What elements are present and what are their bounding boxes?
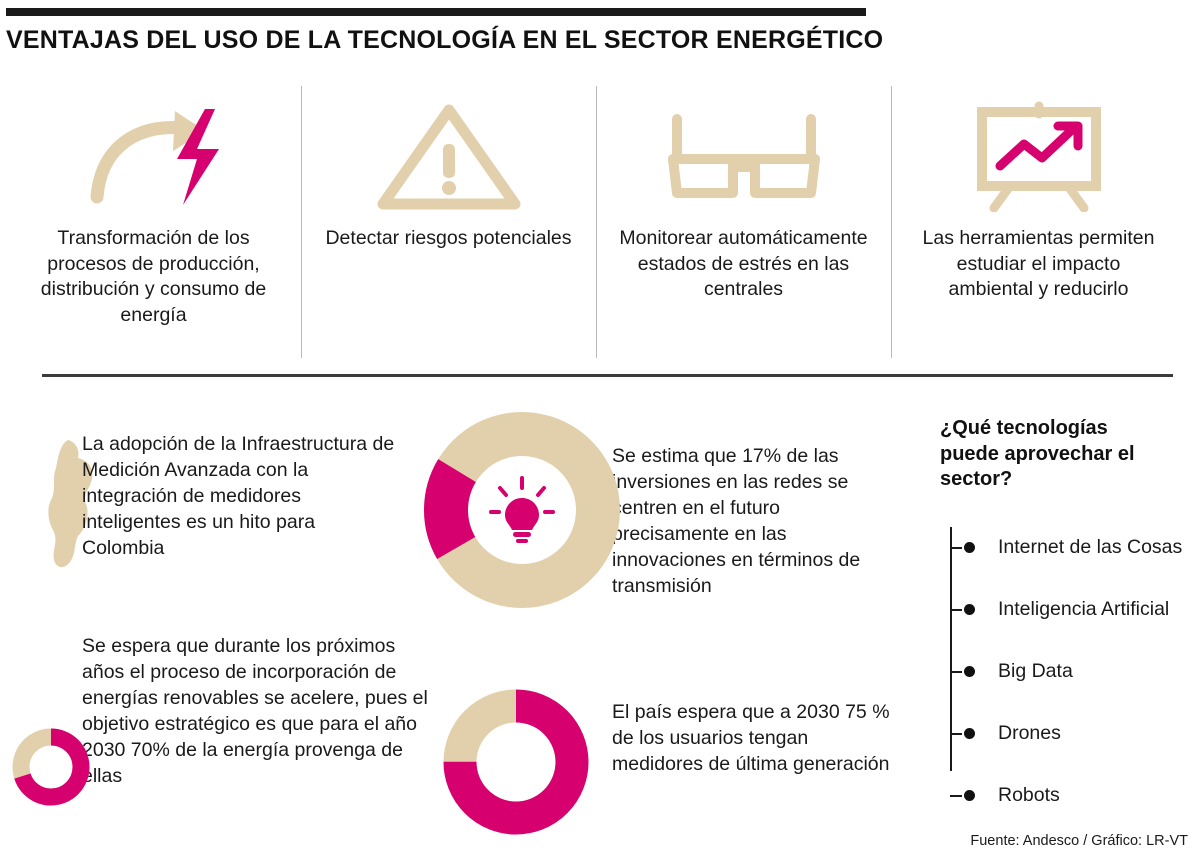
advantage-column-1 — [6, 86, 301, 361]
bullet-dot-icon — [964, 542, 975, 553]
technologies-list — [940, 517, 1190, 827]
list-item[interactable] — [940, 517, 1190, 579]
tick-marker-icon — [950, 671, 962, 673]
text-inversiones: Se estima que 17% de las inversiones en las redes se centren en el futuro precisamente en las innovaciones en términos de transmisión — [612, 445, 861, 597]
bullet-dot-icon — [964, 728, 975, 739]
advantages-row — [6, 86, 1186, 361]
section-divider — [42, 374, 1173, 377]
bottom-section — [0, 386, 1200, 856]
list-item[interactable] — [940, 641, 1190, 703]
donut-renovables-chart — [8, 724, 94, 810]
technologies-panel — [940, 416, 1190, 827]
energy-arrow-bolt-icon — [79, 86, 229, 226]
list-item[interactable] — [940, 765, 1190, 827]
list-item[interactable] — [940, 703, 1190, 765]
technology-label: Big Data — [998, 660, 1073, 683]
tick-marker-icon — [950, 609, 962, 611]
technology-label: Internet de las Cosas — [998, 536, 1183, 559]
text-adopcion: La adopción de la Infraestructura de Medición Avanzada con la integración de medidores inteligentes es un hito para Colombia — [82, 433, 395, 559]
page-title: VENTAJAS DEL USO DE LA TECNOLOGÍA EN EL SECTOR ENERGÉTICO — [6, 26, 884, 54]
text-espera: Se espera que durante los próximos años el proceso de incorporación de energías renovables se acelere, pues el objetivo estratégico es que para el año 2030 70% de la energía provenga de ellas — [82, 635, 428, 787]
technology-label: Drones — [998, 722, 1061, 745]
tick-marker-icon — [950, 795, 962, 797]
source-credit: Fuente: Andesco / Gráfico: LR-VT — [970, 833, 1188, 849]
advantage-text-1: Transformación de los procesos de producción, distribución y consumo de energía — [40, 227, 267, 327]
bullet-dot-icon — [964, 790, 975, 801]
advantage-column-3 — [596, 86, 891, 361]
advantage-text-3: Monitorear automáticamente estados de estrés en las centrales — [619, 227, 868, 301]
advantage-column-4 — [891, 86, 1186, 361]
advantage-text-2: Detectar riesgos potenciales — [325, 227, 572, 249]
advantage-text-4: Las herramientas permiten estudiar el impacto ambiental y reducirlo — [922, 227, 1155, 301]
donut-medidores-chart — [440, 686, 592, 838]
glasses-icon — [659, 86, 829, 226]
warning-triangle-icon — [374, 86, 524, 226]
technology-label: Inteligencia Artificial — [998, 598, 1170, 621]
technologies-title: ¿Qué tecnologías puede aprovechar el sector? — [940, 417, 1135, 491]
technology-label: Robots — [998, 784, 1060, 807]
tick-marker-icon — [950, 733, 962, 735]
header-rule — [6, 8, 866, 16]
tick-marker-icon — [950, 547, 962, 549]
advantage-column-2 — [301, 86, 596, 361]
bullet-dot-icon — [964, 666, 975, 677]
bullet-dot-icon — [964, 604, 975, 615]
list-item[interactable] — [940, 579, 1190, 641]
presentation-chart-icon — [964, 86, 1114, 226]
text-medidores: El país espera que a 2030 75 % de los usuarios tengan medidores de última generación — [612, 701, 890, 775]
lightbulb-icon — [486, 474, 558, 546]
